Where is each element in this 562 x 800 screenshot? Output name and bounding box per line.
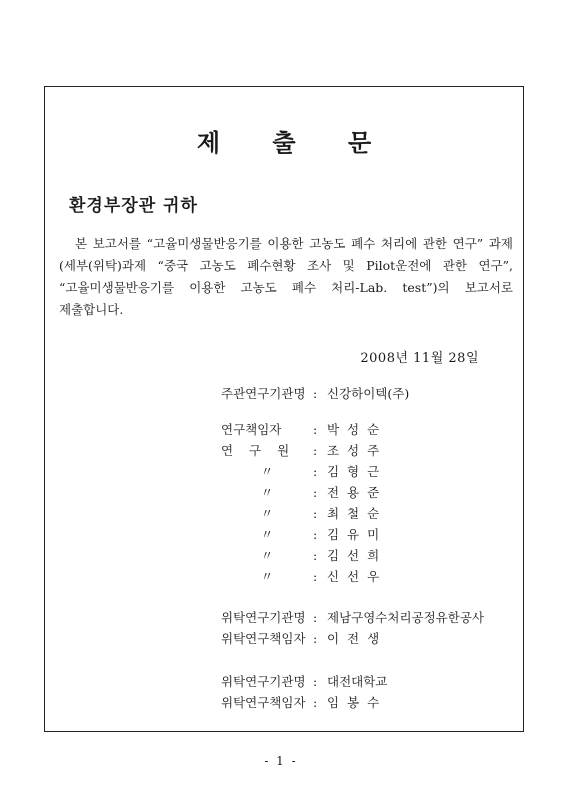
separator: : bbox=[313, 674, 318, 689]
recipient-line: 환경부장관 귀하 bbox=[69, 196, 198, 216]
ditto-mark: 〃 bbox=[260, 464, 274, 479]
contract-lead-value: 임 봉 수 bbox=[327, 695, 382, 710]
researcher-name: 김 유 미 bbox=[327, 527, 382, 542]
lead-org-label: 주관연구기관명 bbox=[221, 386, 306, 401]
researcher-row bbox=[221, 482, 381, 503]
submission-statement: 본 보고서를 “고율미생물반응기를 이용한 고농도 폐수 처리에 관한 연구” 과제 (세부(위탁)과제 “중국 고농도 폐수현황 조사 및 Pilot운전에 관한 연구”, “고율미생물반응기를 이용한 고농도 폐수 처리-Lab. test”)의 보고서로 제출합니다. bbox=[59, 236, 513, 317]
researcher-row bbox=[221, 545, 381, 566]
contract-org-label: 위탁연구기관명 bbox=[221, 610, 306, 625]
ditto-mark: 〃 bbox=[260, 506, 274, 521]
researcher-row bbox=[221, 566, 381, 587]
contract-org-row bbox=[221, 671, 387, 692]
separator: : bbox=[313, 386, 318, 401]
separator: : bbox=[313, 527, 318, 542]
separator: : bbox=[313, 443, 318, 458]
ditto-mark: 〃 bbox=[260, 548, 274, 563]
researcher-name: 김 선 희 bbox=[327, 548, 382, 563]
researcher-row bbox=[221, 503, 381, 524]
contract-lead-value: 이 전 생 bbox=[327, 631, 382, 646]
contract-lead-label: 위탁연구책임자 bbox=[221, 631, 306, 646]
researcher-row bbox=[221, 419, 381, 440]
separator: : bbox=[313, 548, 318, 563]
researchers-block bbox=[221, 419, 381, 587]
researcher-row bbox=[221, 461, 381, 482]
researcher-row bbox=[221, 524, 381, 545]
ditto-mark: 〃 bbox=[260, 569, 274, 584]
lead-org-block bbox=[221, 383, 409, 404]
researcher-role: 연구책임자 bbox=[221, 422, 282, 437]
researcher-name: 조 성 주 bbox=[327, 443, 382, 458]
researcher-name: 최 철 순 bbox=[327, 506, 382, 521]
document-frame bbox=[44, 86, 524, 732]
separator: : bbox=[313, 610, 318, 625]
contract-org-2-block bbox=[221, 671, 387, 713]
ditto-mark: 〃 bbox=[260, 485, 274, 500]
contract-lead-label: 위탁연구책임자 bbox=[221, 695, 306, 710]
separator: : bbox=[313, 506, 318, 521]
ditto-mark: 〃 bbox=[260, 527, 274, 542]
separator: : bbox=[313, 464, 318, 479]
contract-lead-row bbox=[221, 692, 387, 713]
contract-org-value: 제남구영수처리공정유한공사 bbox=[327, 610, 484, 625]
researcher-name: 김 형 근 bbox=[327, 464, 382, 479]
lead-org-row bbox=[221, 383, 409, 404]
researcher-name: 전 용 준 bbox=[327, 485, 382, 500]
contract-org-value: 대전대학교 bbox=[327, 674, 388, 689]
separator: : bbox=[313, 422, 318, 437]
researcher-name: 신 선 우 bbox=[327, 569, 382, 584]
contract-org-label: 위탁연구기관명 bbox=[221, 674, 306, 689]
researcher-role: 연 구 원 bbox=[221, 443, 296, 458]
separator: : bbox=[313, 485, 318, 500]
separator: : bbox=[313, 569, 318, 584]
separator: : bbox=[313, 631, 318, 646]
contract-org-row bbox=[221, 607, 484, 628]
contract-org-1-block bbox=[221, 607, 484, 649]
contract-lead-row bbox=[221, 628, 484, 649]
document-title: 제 출 문 bbox=[196, 128, 394, 157]
separator: : bbox=[313, 695, 318, 710]
researcher-name: 박 성 순 bbox=[327, 422, 382, 437]
submission-date: 2008년 11월 28일 bbox=[360, 351, 479, 366]
researcher-row bbox=[221, 440, 381, 461]
lead-org-value: 신강하이텍(주) bbox=[327, 386, 410, 401]
page-number: - 1 - bbox=[264, 754, 298, 768]
